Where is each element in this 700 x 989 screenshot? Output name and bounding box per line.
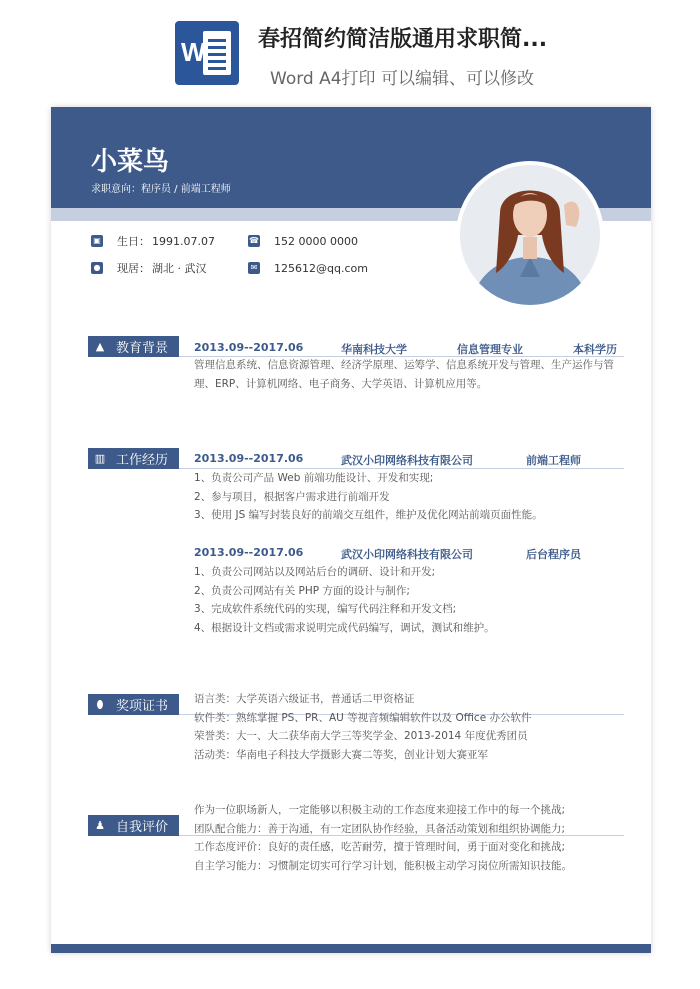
resume-page xyxy=(51,107,651,953)
word-page-graphic xyxy=(203,31,231,75)
job-period: 2013.09--2017.06 xyxy=(194,546,304,559)
word-letter: W xyxy=(181,37,206,67)
document-subtitle: Word A4打印 可以编辑、可以修改 xyxy=(270,69,534,89)
document-title: 春招简约简洁版通用求职简... xyxy=(258,27,548,52)
portrait-illustration xyxy=(460,165,600,305)
text-line: 管理信息系统、信息资源管理、经济学原理、运筹学、信息系统开发与管理、生产运作与管 xyxy=(194,359,614,371)
location-pin-icon: ● xyxy=(91,262,103,274)
mail-icon: ✉ xyxy=(248,262,260,274)
phone-row xyxy=(248,232,358,250)
section-title: 教育背景 xyxy=(116,341,169,356)
location-row xyxy=(91,259,207,277)
job-role: 后台程序员 xyxy=(526,548,581,561)
education-period: 2013.09--2017.06 xyxy=(194,341,304,354)
job-duties xyxy=(194,563,495,637)
text-line: 荣誉类：大一、大二获华南大学三等奖学金、2013-2014 年度优秀团员 xyxy=(194,730,528,742)
text-line: 语言类：大学英语六级证书，普通话二甲资格证 xyxy=(194,693,415,705)
company-name: 武汉小印网络科技有限公司 xyxy=(341,454,473,467)
text-line: 3、完成软件系统代码的实现，编写代码注释和开发文档; xyxy=(194,603,457,615)
company-name: 武汉小印网络科技有限公司 xyxy=(341,548,473,561)
section-heading-work xyxy=(88,448,179,469)
location-value: 湖北 · 武汉 xyxy=(152,262,207,275)
text-line: 作为一位职场新人，一定能够以积极主动的工作态度来迎接工作中的每一个挑战; xyxy=(194,804,566,816)
job-duties xyxy=(194,469,543,525)
footer-bar xyxy=(51,944,651,953)
text-line: 1、负责公司网站以及网站后台的调研、设计和开发; xyxy=(194,566,436,578)
birthday-row xyxy=(91,232,215,250)
text-line: 软件类：熟练掌握 PS、PR、AU 等视音频编辑软件以及 Office 办公软件 xyxy=(194,711,532,724)
job-role: 前端工程师 xyxy=(526,454,581,467)
email-value: 125612@qq.com xyxy=(274,261,368,275)
profile-photo xyxy=(456,161,604,309)
email-row xyxy=(248,259,368,277)
text-line: 2、负责公司网站有关 PHP 方面的设计与制作; xyxy=(194,584,410,597)
birthday-value: 1991.07.07 xyxy=(152,234,215,248)
phone-value: 152 0000 0000 xyxy=(274,234,358,248)
bar-chart-icon: ▥ xyxy=(94,452,106,465)
education-courses xyxy=(194,356,614,393)
text-line: 2、参与项目，根据客户需求进行前端开发 xyxy=(194,490,390,503)
job-period: 2013.09--2017.06 xyxy=(194,452,304,465)
mouse-icon: ⬮ xyxy=(96,697,104,711)
school-name: 华南科技大学 xyxy=(341,343,407,356)
calendar-icon: ▣ xyxy=(91,235,103,247)
person-icon: ♟ xyxy=(95,819,105,832)
text-line: 活动类：华南电子科技大学摄影大赛二等奖，创业计划大赛亚军 xyxy=(194,748,488,761)
birthday-label: 生日： xyxy=(117,235,150,248)
major: 信息管理专业 xyxy=(457,343,523,356)
location-label: 现居： xyxy=(117,262,150,275)
phone-icon: ☎ xyxy=(249,236,259,245)
section-title: 工作经历 xyxy=(116,453,169,468)
text-line: 4、根据设计文档或需求说明完成代码编写，调试，测试和维护。 xyxy=(194,621,495,634)
text-line: 1、负责公司产品 Web 前端功能设计、开发和实现; xyxy=(194,472,434,484)
section-title: 自我评价 xyxy=(116,820,169,835)
section-heading-self xyxy=(88,815,179,836)
degree: 本科学历 xyxy=(573,343,617,356)
word-doc-icon xyxy=(175,21,239,85)
job-intent: 求职意向：程序员 / 前端工程师 xyxy=(91,184,231,195)
text-line: 团队配合能力：善于沟通，有一定团队协作经验，具备活动策划和组织协调能力; xyxy=(194,822,566,835)
self-evaluation xyxy=(194,801,572,875)
section-heading-awards xyxy=(88,694,179,715)
section-heading-education xyxy=(88,336,179,357)
candidate-name: 小菜鸟 xyxy=(91,147,170,177)
section-title: 奖项证书 xyxy=(116,699,169,714)
graduation-cap-icon: ▲ xyxy=(95,340,105,353)
text-line: 自主学习能力：习惯制定切实可行学习计划，能积极主动学习岗位所需知识技能。 xyxy=(194,859,572,872)
text-line: 3、使用 JS 编写封装良好的前端交互组件，维护及优化网站前端页面性能。 xyxy=(194,509,543,521)
text-line: 工作态度评价：良好的责任感，吃苦耐劳，擅于管理时间，勇于面对变化和挑战; xyxy=(194,841,566,853)
text-line: 理、ERP、计算机网络、电子商务、大学英语、计算机应用等。 xyxy=(194,377,488,390)
awards-list xyxy=(194,690,532,764)
